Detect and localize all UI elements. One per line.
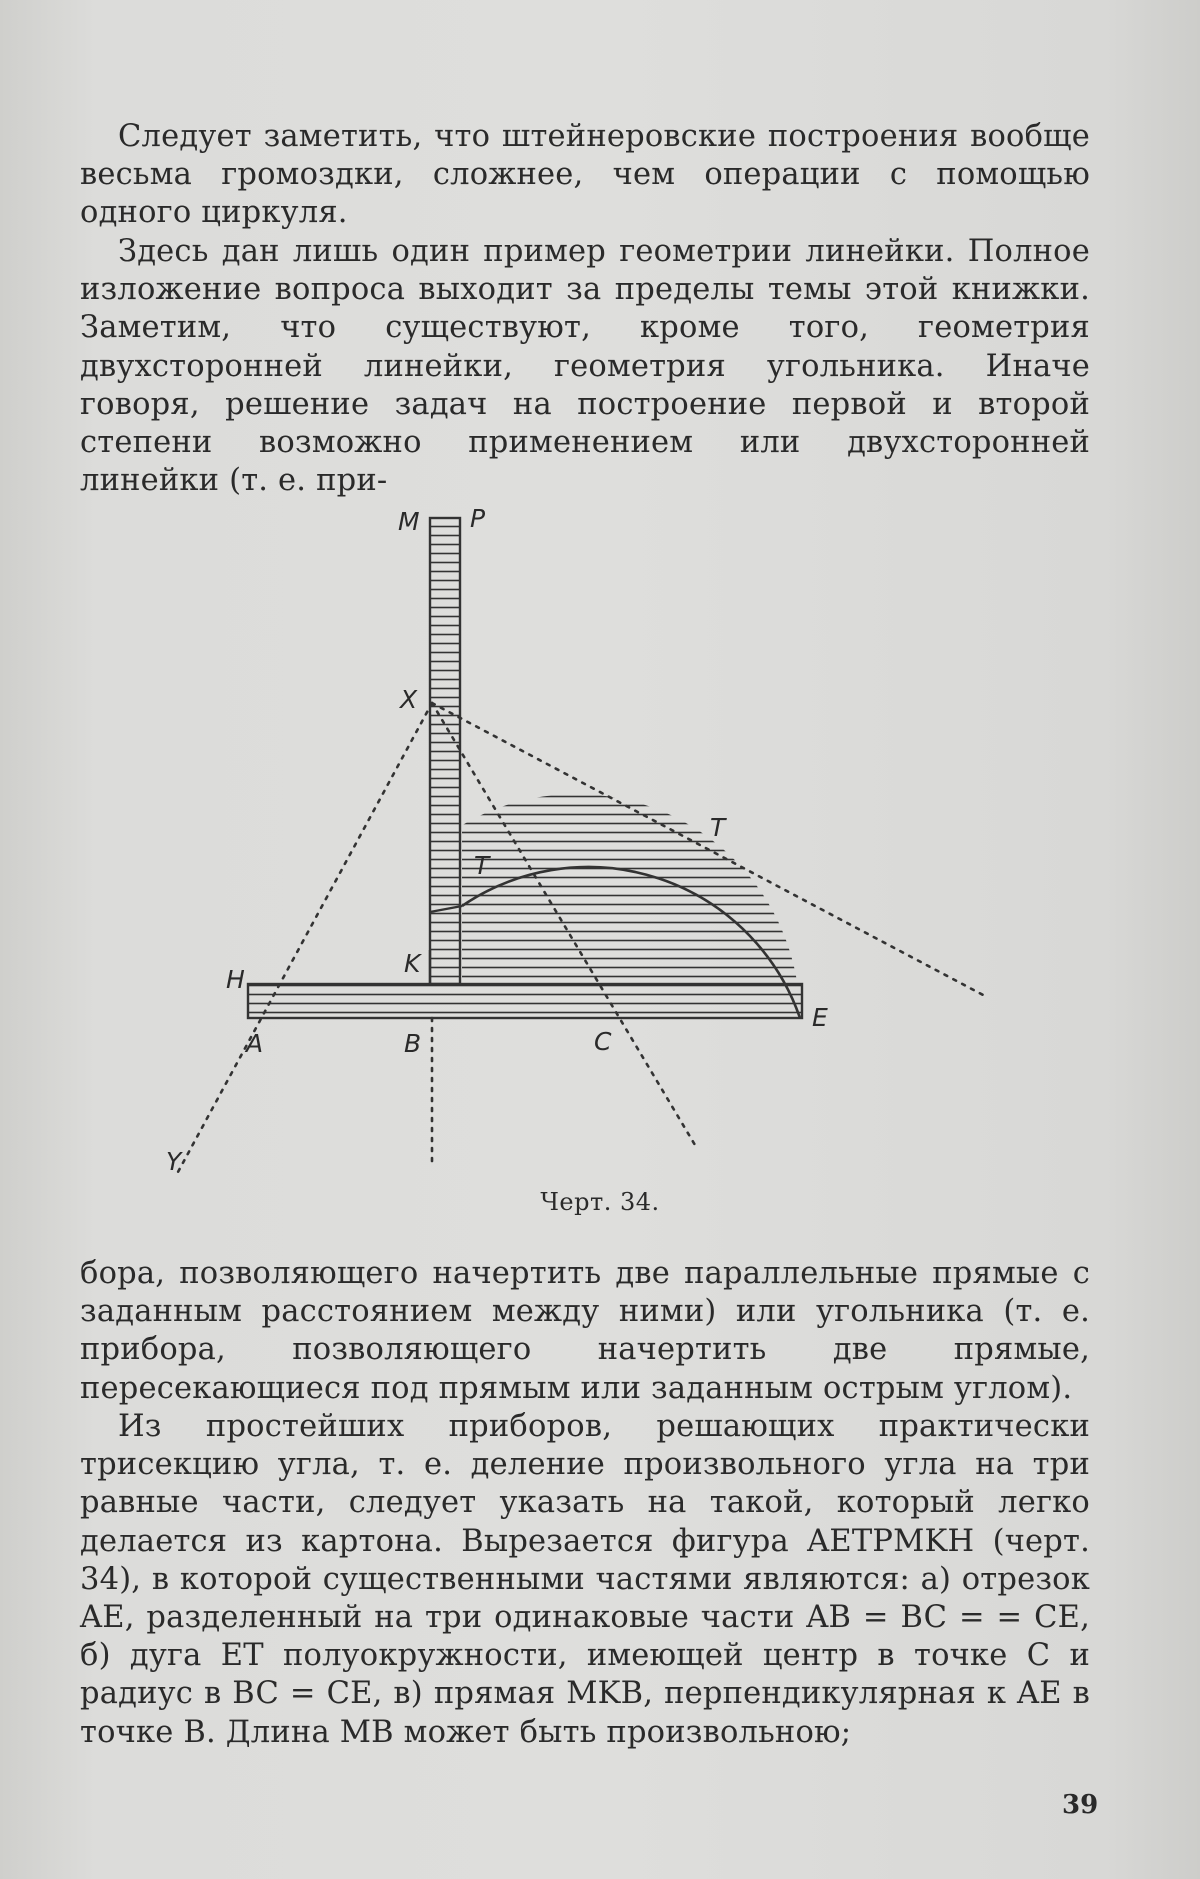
- vertical-stem: [430, 518, 460, 984]
- label-p: P: [470, 504, 486, 533]
- label-b: B: [404, 1029, 422, 1058]
- paragraph-3: бора, позволяющего начертить две параллельные прямые с заданным расстоянием между ними) или угольника (т. е. прибора, позволяющего начертить две прямые, пересекающиеся под прямым или заданным острым углом).: [80, 1256, 1090, 1406]
- label-a: A: [246, 1029, 264, 1058]
- label-x: X: [400, 685, 418, 714]
- label-c: C: [594, 1027, 612, 1056]
- figure-caption: Черт. 34.: [540, 1188, 660, 1216]
- label-y: Y: [166, 1147, 182, 1176]
- label-t2: T: [710, 813, 726, 842]
- label-m: M: [398, 507, 420, 536]
- paragraph-4: Из простейших приборов, решающих практически трисекцию угла, т. е. деление произвольного угла на три равные части, следует указать на такой, который легко делается из картона. Вырезается фигура AETPMKH (черт. 34), в которой существенными частями являются: а) отрезок AE, разделенный на три одинаковые части AB = BC = = CE, б) дуга ET полуокружности, имеющей центр в точке C и радиус в BC = CE, в) прямая MKB, перпендикулярная к AE в точке B. Длина MB может быть произвольною;: [80, 1409, 1090, 1750]
- label-k: K: [404, 949, 421, 978]
- page-number: 39: [1062, 1790, 1099, 1820]
- label-t1: T: [474, 851, 490, 880]
- paragraph-2: Здесь дан лишь один пример геометрии линейки. Полное изложение вопроса выходит за пределы темы этой книжки. Заметим, что существуют, кроме того, геометрия двухсторонней линейки, геометрия угольника. Иначе говоря, решение задач на построение первой и второй степени возможно применением или двухсторонней линейки (т. е. при-: [80, 234, 1090, 499]
- label-h: H: [226, 965, 245, 994]
- paragraph-1: Следует заметить, что штейнеровские построения вообще весьма громоздки, сложнее, чем операции с помощью одного циркуля.: [80, 119, 1090, 231]
- line-x-y: [178, 703, 432, 1172]
- label-e: E: [812, 1003, 828, 1032]
